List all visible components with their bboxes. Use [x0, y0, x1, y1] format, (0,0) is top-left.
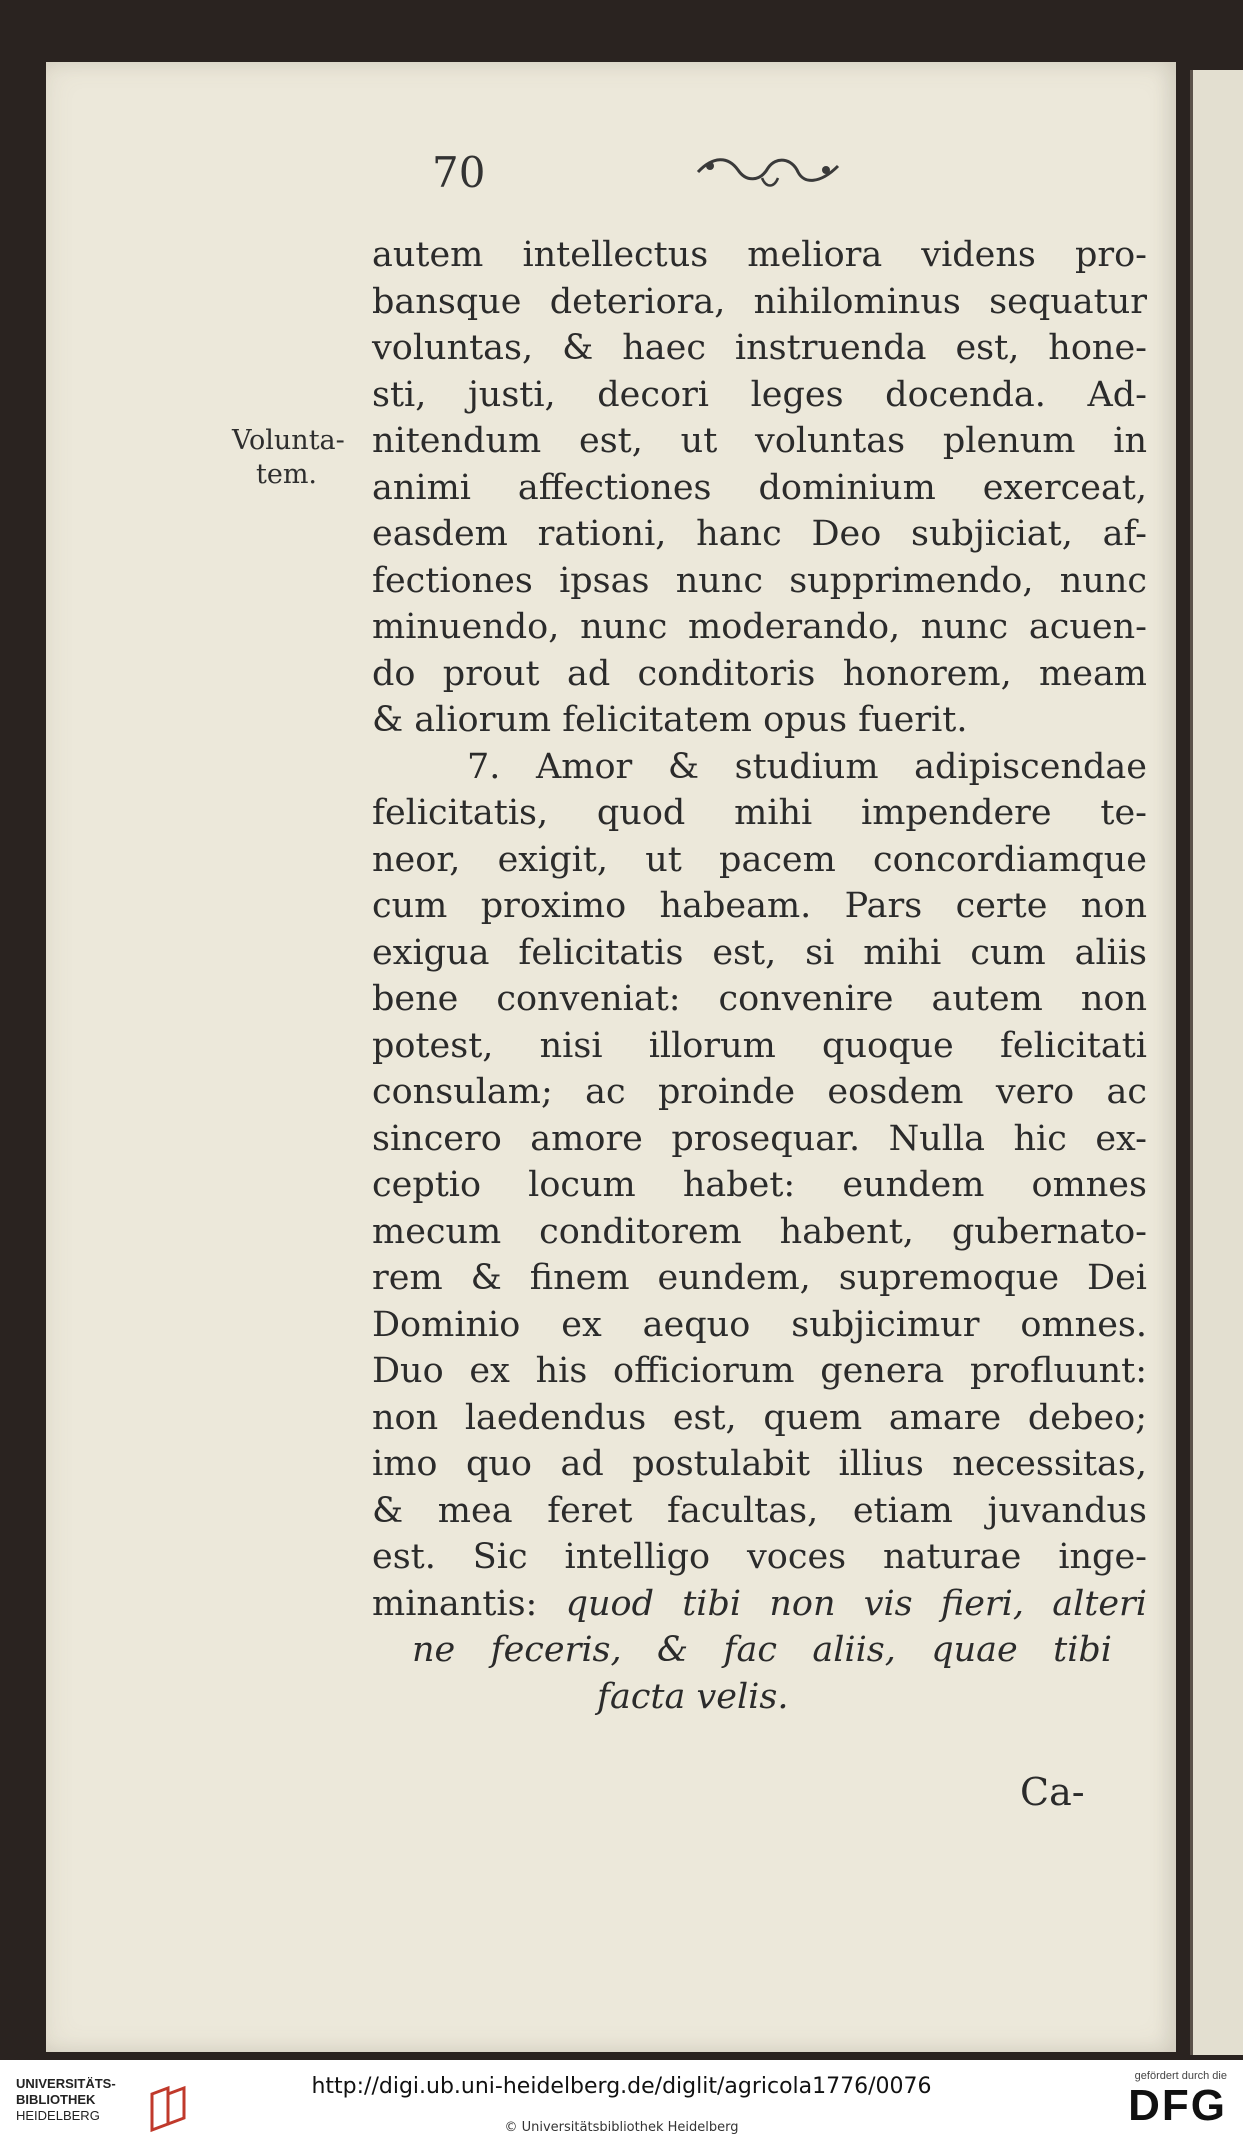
funder-logo [1107, 2070, 1227, 2140]
text-line: Duo ex his officiorum genera profluunt: [372, 1351, 1147, 1391]
ornament-icon [688, 148, 848, 196]
text-line: potest, nisi illorum quoque felicitati [372, 1025, 1147, 1066]
text-line: mecum conditorem habent, gubernato- [372, 1211, 1147, 1252]
text-line: rem & finem eundem, supremoque Dei [372, 1258, 1147, 1298]
text-line: bansque deteriora, nihilominus sequatur [372, 281, 1147, 322]
italic-quote-line: facta velis. [597, 1676, 789, 1717]
text-line: autem intellectus meliora videns pro- [372, 235, 1147, 275]
footer-bar [0, 2060, 1243, 2149]
text-line: exigua felicitatis est, si mihi cum aliis [372, 932, 1147, 973]
text-line: & aliorum felicitatem opus fuerit. [372, 700, 968, 740]
permalink-url[interactable]: http://digi.ub.uni-heidelberg.de/diglit/agricola1776/0076 [311, 2074, 932, 2099]
text-line: voluntas, & haec instruenda est, hone- [372, 328, 1147, 368]
text-line: ceptio locum habet: eundem omnes [372, 1165, 1147, 1205]
text-line: nitendum est, ut voluntas plenum in [372, 421, 1147, 461]
text-line: 7. Amor & studium adipiscendae [467, 746, 1147, 787]
catchword: Ca- [1020, 1770, 1085, 1814]
text-line: do prout ad conditoris honorem, meam [372, 653, 1147, 694]
text-line: non laedendus est, quem amare debeo; [372, 1397, 1147, 1438]
italic-quote-line: ne feceris, & fac aliis, quae tibi [412, 1630, 1112, 1670]
italic-quote: quod tibi non vis fieri, alteri [565, 1583, 1147, 1624]
page-number: 70 [432, 148, 486, 197]
copyright-notice: © Universitätsbibliothek Heidelberg [504, 2120, 739, 2135]
text-line: easdem rationi, hanc Deo subjiciat, af- [372, 514, 1147, 554]
text-line: bene conveniat: convenire autem non [372, 979, 1147, 1019]
library-name-line: BIBLIOTHEK [16, 2092, 96, 2107]
text-line: consulam; ac proinde eosdem vero ac [372, 1072, 1147, 1112]
dfg-logo-text: DFG [1128, 2081, 1227, 2130]
body-text [372, 232, 1147, 1720]
text-line: fectiones ipsas nunc supprimendo, nunc [372, 560, 1147, 601]
funded-by-text: gefördert durch die [1134, 2070, 1227, 2082]
text-line: imo quo ad postulabit illius necessitas, [372, 1444, 1147, 1484]
text-line: minuendo, nunc moderando, nunc acuen- [372, 607, 1147, 647]
text-span: minantis: [372, 1583, 538, 1624]
text-line: cum proximo habeam. Pars certe non [372, 886, 1147, 926]
text-line: est. Sic intelligo voces naturae inge- [372, 1537, 1147, 1577]
margin-note [232, 424, 345, 492]
text-line: sti, justi, decori leges docenda. Ad- [372, 374, 1147, 415]
margin-note-line: Volunta- [232, 425, 345, 456]
margin-note-line: tem. [256, 459, 318, 490]
library-name-line: HEIDELBERG [16, 2108, 100, 2123]
library-name-line: UNIVERSITÄTS- [16, 2076, 116, 2091]
text-line: neor, exigit, ut pacem concordiamque [372, 839, 1147, 880]
text-line: felicitatis, quod mihi impendere te- [372, 793, 1147, 833]
facing-page-edge [1190, 70, 1243, 2055]
text-line: sincero amore prosequar. Nulla hic ex- [372, 1118, 1147, 1159]
text-line: Dominio ex aequo subjicimur omnes. [372, 1304, 1147, 1345]
text-line: animi affectiones dominium exerceat, [372, 467, 1147, 508]
text-line: & mea feret facultas, etiam juvandus [372, 1490, 1147, 1531]
text-line-mixed [372, 1581, 1147, 1628]
